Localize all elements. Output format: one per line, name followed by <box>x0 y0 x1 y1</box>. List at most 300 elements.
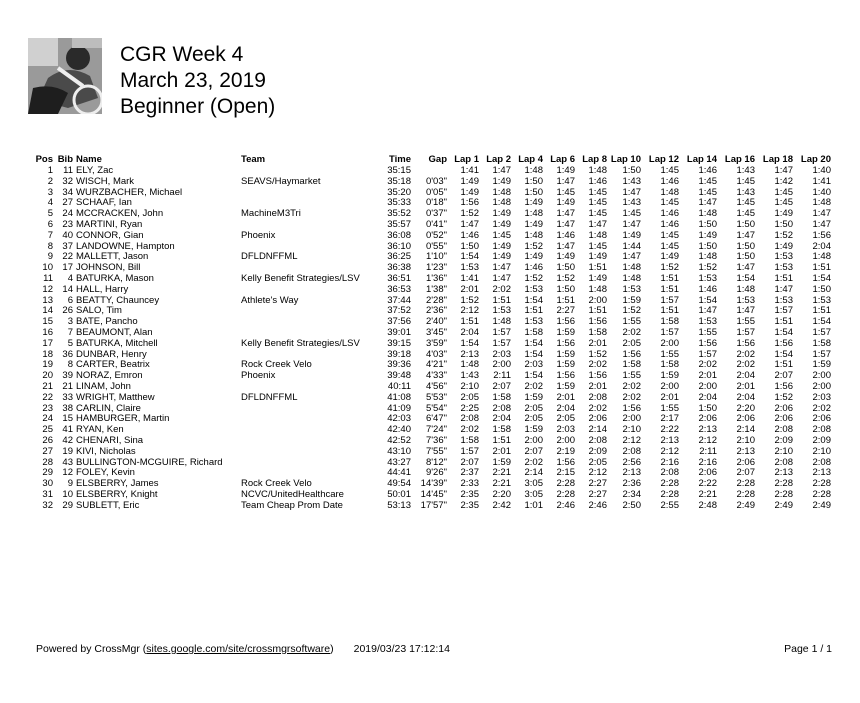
cell-lap-1: 1:43 <box>460 370 479 382</box>
cell-team <box>241 317 376 328</box>
cell-lap-20: 1:47 <box>812 218 831 230</box>
cell-name: CARTER, Beatrix <box>76 359 150 371</box>
cell-lap-16: 2:28 <box>736 488 755 500</box>
cell-lap-8: 1:46 <box>588 175 607 187</box>
cell-bib: 41 <box>62 424 73 436</box>
cell-lap-18: 1:47 <box>774 165 793 176</box>
cell-lap-8: 1:45 <box>588 186 607 198</box>
cell-lap-16: 1:54 <box>736 272 755 284</box>
column-header-gap: Gap <box>428 154 447 165</box>
cell-name: ELY, Zac <box>76 165 114 176</box>
cell-gap: 4'03" <box>425 348 447 360</box>
cell-gap: 0'37" <box>425 208 447 220</box>
cell-lap-4: 1:49 <box>524 197 543 209</box>
cell-pos: 17 <box>42 337 53 349</box>
page-number: Page 1 / 1 <box>784 643 832 655</box>
cell-lap-4: 2:05 <box>524 413 543 425</box>
cell-lap-2: 2:01 <box>492 445 511 457</box>
cell-lap-10: 1:55 <box>622 316 641 328</box>
cell-time: 40:11 <box>387 380 411 392</box>
cell-lap-16: 1:43 <box>736 165 755 176</box>
cell-lap-18: 2:07 <box>774 370 793 382</box>
cell-lap-10: 1:47 <box>622 186 641 198</box>
cell-lap-4: 1:54 <box>524 337 543 349</box>
cell-lap-10: 2:00 <box>622 413 641 425</box>
cell-team: Rock Creek Velo <box>241 478 312 490</box>
cell-pos: 25 <box>42 424 53 436</box>
cell-time: 42:03 <box>387 413 411 425</box>
cell-lap-18: 1:53 <box>774 262 793 274</box>
cell-lap-20: 1:51 <box>812 305 831 317</box>
cell-lap-6: 2:28 <box>556 488 575 500</box>
cell-lap-16: 1:43 <box>736 186 755 198</box>
cell-lap-14: 1:48 <box>698 208 717 220</box>
cell-lap-16: 2:06 <box>736 413 755 425</box>
column-header-lap-8: Lap 8 <box>582 154 607 165</box>
column-header-pos: Pos <box>35 154 53 165</box>
cell-lap-10: 1:48 <box>622 262 641 274</box>
cell-bib: 15 <box>62 413 73 425</box>
race-title: CGR Week 4 <box>120 43 244 66</box>
cell-lap-16: 2:49 <box>736 499 755 511</box>
cell-lap-16: 2:04 <box>736 370 755 382</box>
cell-lap-12: 2:55 <box>660 499 679 511</box>
crossmgr-link[interactable]: sites.google.com/site/crossmgrsoftware <box>146 643 331 655</box>
column-header-lap-20: Lap 20 <box>800 154 831 165</box>
cell-lap-16: 1:45 <box>736 208 755 220</box>
cell-lap-16: 1:50 <box>736 240 755 252</box>
cell-lap-4: 1:48 <box>524 229 543 241</box>
cell-time: 44:41 <box>387 467 411 479</box>
cell-name: SCHAAF, Ian <box>76 197 132 209</box>
cell-lap-20: 1:51 <box>812 262 831 274</box>
cell-lap-18: 1:45 <box>774 186 793 198</box>
cell-lap-20: 2:00 <box>812 380 831 392</box>
cell-lap-20: 2:10 <box>812 445 831 457</box>
cell-lap-4: 2:03 <box>524 359 543 371</box>
cell-name: BEAUMONT, Alan <box>76 326 153 338</box>
cell-lap-10: 1:56 <box>622 402 641 414</box>
cell-lap-4: 1:48 <box>524 165 543 176</box>
cell-lap-20: 2:03 <box>812 391 831 403</box>
cell-gap: 4'33" <box>425 370 447 382</box>
cell-bib: 27 <box>62 197 73 209</box>
cell-lap-8: 1:45 <box>588 240 607 252</box>
cell-pos: 19 <box>42 359 53 371</box>
cell-lap-8: 2:09 <box>588 445 607 457</box>
cell-gap: 0'18" <box>425 197 447 209</box>
cell-lap-12: 2:08 <box>660 467 679 479</box>
cell-lap-16: 1:53 <box>736 294 755 306</box>
cell-lap-4: 3:05 <box>524 488 543 500</box>
cell-gap: 0'41" <box>425 218 447 230</box>
cell-lap-16: 1:57 <box>736 326 755 338</box>
cell-lap-4: 1:52 <box>524 272 543 284</box>
cell-team: Kelly Benefit Strategies/LSV <box>241 272 360 284</box>
cell-time: 43:10 <box>387 445 411 457</box>
cell-lap-2: 1:48 <box>492 316 511 328</box>
cell-lap-6: 1:52 <box>556 272 575 284</box>
cell-gap: 0'52" <box>425 229 447 241</box>
cell-lap-8: 2:27 <box>588 488 607 500</box>
cell-lap-8: 2:02 <box>588 359 607 371</box>
cell-lap-10: 1:49 <box>622 229 641 241</box>
cell-lap-2: 1:48 <box>492 197 511 209</box>
cell-lap-1: 1:57 <box>460 445 479 457</box>
cell-lap-12: 1:45 <box>660 229 679 241</box>
cell-lap-1: 1:52 <box>460 294 479 306</box>
cell-team: MachineM3Tri <box>241 208 301 220</box>
cell-lap-16: 2:07 <box>736 467 755 479</box>
page-footer <box>36 643 832 655</box>
cell-bib: 22 <box>62 251 73 263</box>
cell-lap-18: 2:06 <box>774 402 793 414</box>
cell-time: 35:15 <box>387 165 411 176</box>
column-header-team: Team <box>241 154 266 165</box>
cell-time: 37:56 <box>387 316 411 328</box>
cell-gap: 9'26" <box>425 467 447 479</box>
cell-lap-12: 1:51 <box>660 272 679 284</box>
cell-lap-8: 2:01 <box>588 380 607 392</box>
title-block <box>120 42 275 120</box>
cell-time: 36:53 <box>387 283 411 295</box>
cell-lap-16: 1:45 <box>736 175 755 187</box>
cell-bib: 38 <box>62 402 73 414</box>
cell-lap-12: 1:51 <box>660 283 679 295</box>
cell-lap-12: 2:17 <box>660 413 679 425</box>
cell-gap: 14'39" <box>420 478 447 490</box>
cell-lap-12: 1:45 <box>660 240 679 252</box>
cell-lap-2: 1:49 <box>492 251 511 263</box>
cell-lap-8: 1:45 <box>588 208 607 220</box>
cell-team <box>241 436 376 447</box>
cell-lap-14: 1:49 <box>698 229 717 241</box>
cell-lap-1: 1:53 <box>460 262 479 274</box>
cell-lap-6: 1:49 <box>556 251 575 263</box>
cell-lap-2: 2:03 <box>492 348 511 360</box>
cell-lap-18: 1:53 <box>774 294 793 306</box>
cell-lap-4: 1:46 <box>524 262 543 274</box>
cell-lap-1: 2:01 <box>460 283 479 295</box>
cell-lap-12: 2:00 <box>660 380 679 392</box>
cell-lap-12: 2:16 <box>660 456 679 468</box>
cell-pos: 29 <box>42 467 53 479</box>
cell-time: 41:08 <box>387 391 411 403</box>
cell-lap-4: 1:53 <box>524 283 543 295</box>
cell-lap-16: 1:47 <box>736 229 755 241</box>
cell-bib: 26 <box>62 305 73 317</box>
cell-pos: 11 <box>43 272 53 284</box>
cell-bib: 32 <box>62 175 73 187</box>
cell-bib: 29 <box>62 499 73 511</box>
cell-lap-18: 1:51 <box>774 359 793 371</box>
results-body <box>31 166 831 512</box>
cell-lap-10: 2:13 <box>622 467 641 479</box>
cell-lap-6: 1:49 <box>556 165 575 176</box>
cell-gap: 0'55" <box>425 240 447 252</box>
cell-name: RYAN, Ken <box>76 424 124 436</box>
cell-lap-6: 1:59 <box>556 326 575 338</box>
table-row <box>31 231 831 242</box>
cell-lap-18: 2:08 <box>774 424 793 436</box>
cell-lap-14: 1:47 <box>698 305 717 317</box>
cell-lap-16: 2:10 <box>736 434 755 446</box>
cell-lap-8: 1:48 <box>588 283 607 295</box>
cell-name: SUBLETT, Eric <box>76 499 140 511</box>
cell-bib: 7 <box>67 326 73 338</box>
cell-bib: 37 <box>62 240 73 252</box>
cell-team <box>241 458 376 469</box>
cell-lap-2: 2:21 <box>492 478 511 490</box>
cell-lap-1: 2:25 <box>460 402 479 414</box>
cell-gap: 1'10" <box>425 251 447 263</box>
cell-lap-8: 1:51 <box>588 305 607 317</box>
cell-lap-14: 1:57 <box>698 348 717 360</box>
cell-lap-8: 1:47 <box>588 218 607 230</box>
cell-lap-10: 1:59 <box>622 294 641 306</box>
cell-lap-1: 1:49 <box>460 186 479 198</box>
cell-pos: 18 <box>42 348 53 360</box>
cell-team: SEAVS/Haymarket <box>241 175 321 187</box>
table-row <box>31 393 831 404</box>
cell-lap-16: 1:56 <box>736 337 755 349</box>
cell-lap-4: 1:51 <box>524 305 543 317</box>
cell-lap-18: 1:47 <box>774 283 793 295</box>
cell-lap-1: 2:35 <box>460 499 479 511</box>
cell-lap-18: 1:57 <box>774 305 793 317</box>
cell-name: ELSBERRY, James <box>76 478 159 490</box>
cell-lap-6: 1:59 <box>556 380 575 392</box>
cell-pos: 24 <box>42 413 53 425</box>
cell-lap-2: 2:11 <box>493 370 511 382</box>
cell-gap: 17'57" <box>420 499 447 511</box>
cell-lap-20: 1:59 <box>812 359 831 371</box>
cell-lap-6: 2:01 <box>556 391 575 403</box>
cell-lap-10: 1:44 <box>622 240 641 252</box>
cell-lap-6: 2:19 <box>556 445 575 457</box>
cell-name: MARTINI, Ryan <box>76 218 143 230</box>
cell-lap-6: 2:05 <box>556 413 575 425</box>
cell-name: FOLEY, Kevin <box>76 467 135 479</box>
cell-gap: 5'54" <box>425 402 447 414</box>
cell-lap-12: 2:01 <box>660 391 679 403</box>
cell-lap-1: 2:07 <box>460 456 479 468</box>
cell-time: 49:54 <box>387 478 411 490</box>
cell-gap: 7'55" <box>425 445 447 457</box>
cell-lap-14: 2:00 <box>698 380 717 392</box>
cell-lap-6: 2:28 <box>556 478 575 490</box>
cell-lap-2: 1:47 <box>492 262 511 274</box>
cell-lap-8: 1:48 <box>588 229 607 241</box>
cell-lap-8: 1:52 <box>588 348 607 360</box>
cell-lap-12: 1:46 <box>660 218 679 230</box>
cell-lap-20: 1:57 <box>812 326 831 338</box>
cell-bib: 14 <box>62 283 73 295</box>
cell-lap-20: 1:40 <box>812 165 831 176</box>
table-row <box>31 501 831 512</box>
cell-lap-18: 1:52 <box>774 391 793 403</box>
cell-lap-18: 2:28 <box>774 478 793 490</box>
cell-lap-4: 1:52 <box>524 240 543 252</box>
cell-lap-2: 2:04 <box>492 413 511 425</box>
powered-by-prefix: Powered by CrossMgr ( <box>36 643 147 655</box>
column-header-time: Time <box>388 154 411 165</box>
cell-pos: 5 <box>47 208 53 220</box>
cell-team <box>241 447 376 458</box>
cell-lap-2: 1:51 <box>492 294 511 306</box>
cell-name: SALO, Tim <box>76 305 122 317</box>
cell-bib: 43 <box>62 456 73 468</box>
cell-name: WISCH, Mark <box>76 175 135 187</box>
cell-lap-4: 1:49 <box>524 218 543 230</box>
cell-team <box>241 306 376 317</box>
cell-lap-14: 1:46 <box>698 165 717 176</box>
cell-lap-20: 1:57 <box>812 348 831 360</box>
cell-lap-20: 1:54 <box>812 316 831 328</box>
cell-time: 37:52 <box>387 305 411 317</box>
cell-time: 35:52 <box>387 208 411 220</box>
cell-gap: 7'24" <box>425 424 447 436</box>
cell-lap-14: 1:45 <box>698 175 717 187</box>
cell-name: LINAM, John <box>76 380 131 392</box>
cell-bib: 19 <box>62 445 73 457</box>
cell-lap-10: 2:02 <box>622 326 641 338</box>
cell-lap-16: 1:50 <box>736 251 755 263</box>
cell-lap-4: 1:50 <box>524 186 543 198</box>
cell-lap-20: 1:48 <box>812 197 831 209</box>
cell-lap-16: 1:55 <box>736 316 755 328</box>
column-header-lap-6: Lap 6 <box>550 154 575 165</box>
cell-lap-2: 1:51 <box>492 434 511 446</box>
cell-lap-20: 1:40 <box>812 186 831 198</box>
cell-lap-1: 1:48 <box>460 359 479 371</box>
cell-lap-10: 1:43 <box>622 175 641 187</box>
cell-pos: 6 <box>47 218 53 230</box>
cell-lap-6: 1:56 <box>556 316 575 328</box>
cell-name: WRIGHT, Matthew <box>76 391 155 403</box>
cell-lap-20: 1:41 <box>812 175 831 187</box>
column-header-name: Name <box>76 154 102 165</box>
cell-pos: 13 <box>42 294 53 306</box>
cell-lap-8: 2:08 <box>588 434 607 446</box>
column-header-lap-12: Lap 12 <box>648 154 679 165</box>
cell-lap-4: 1:01 <box>524 499 543 511</box>
cell-lap-18: 1:52 <box>774 229 793 241</box>
cell-time: 36:38 <box>387 262 411 274</box>
cell-lap-1: 2:02 <box>460 424 479 436</box>
cell-lap-6: 2:04 <box>556 402 575 414</box>
cell-lap-12: 1:46 <box>660 175 679 187</box>
cell-lap-18: 2:10 <box>774 445 793 457</box>
cell-lap-20: 1:53 <box>812 294 831 306</box>
cell-lap-6: 1:56 <box>556 337 575 349</box>
cell-lap-18: 1:45 <box>774 197 793 209</box>
cell-team: Rock Creek Velo <box>241 359 312 371</box>
cell-team <box>241 404 376 415</box>
cell-lap-6: 1:45 <box>556 186 575 198</box>
cell-lap-18: 1:51 <box>774 316 793 328</box>
cell-bib: 10 <box>62 488 73 500</box>
cell-lap-14: 1:56 <box>698 337 717 349</box>
cell-bib: 23 <box>62 218 73 230</box>
cell-lap-10: 1:56 <box>622 348 641 360</box>
cell-lap-20: 2:04 <box>812 240 831 252</box>
cell-team: Athlete's Way <box>241 294 299 306</box>
cell-lap-10: 2:10 <box>622 424 641 436</box>
cell-lap-6: 1:47 <box>556 208 575 220</box>
cell-time: 39:18 <box>387 348 411 360</box>
cell-pos: 30 <box>42 478 53 490</box>
cell-lap-2: 1:58 <box>492 391 511 403</box>
cell-name: CONNOR, Gian <box>76 229 144 241</box>
cell-time: 41:09 <box>387 402 411 414</box>
cell-lap-8: 1:49 <box>588 272 607 284</box>
cell-lap-1: 2:37 <box>460 467 479 479</box>
cell-lap-16: 2:02 <box>736 348 755 360</box>
cell-lap-18: 2:49 <box>774 499 793 511</box>
cell-team <box>241 425 376 436</box>
cell-lap-20: 1:58 <box>812 337 831 349</box>
cell-lap-2: 1:47 <box>492 165 511 176</box>
cell-bib: 40 <box>62 229 73 241</box>
cell-lap-18: 1:56 <box>774 380 793 392</box>
cell-lap-2: 2:20 <box>492 488 511 500</box>
cell-bib: 5 <box>67 337 73 349</box>
cell-lap-1: 1:46 <box>460 229 479 241</box>
cell-lap-14: 1:53 <box>698 272 717 284</box>
cell-lap-2: 1:45 <box>492 229 511 241</box>
cell-lap-14: 1:47 <box>698 197 717 209</box>
cell-name: BEATTY, Chauncey <box>76 294 160 306</box>
cyclist-logo-icon <box>28 38 102 114</box>
cell-time: 43:27 <box>387 456 411 468</box>
cell-lap-12: 1:48 <box>660 186 679 198</box>
table-row <box>31 447 831 458</box>
cell-lap-4: 2:02 <box>524 380 543 392</box>
cell-name: MCCRACKEN, John <box>76 208 164 220</box>
cell-bib: 34 <box>62 186 73 198</box>
cell-lap-10: 1:55 <box>622 370 641 382</box>
cell-lap-2: 1:57 <box>492 337 511 349</box>
cell-bib: 11 <box>63 165 73 176</box>
cell-bib: 6 <box>67 294 73 306</box>
cell-lap-4: 1:53 <box>524 316 543 328</box>
cell-lap-20: 2:13 <box>812 467 831 479</box>
cell-gap: 0'03" <box>425 175 447 187</box>
cell-gap: 2'40" <box>425 316 447 328</box>
cell-name: BATE, Pancho <box>76 316 138 328</box>
cell-name: DUNBAR, Henry <box>76 348 147 360</box>
cell-lap-2: 1:47 <box>492 272 511 284</box>
cell-lap-6: 1:59 <box>556 359 575 371</box>
results-table <box>31 154 831 512</box>
cell-lap-20: 1:48 <box>812 251 831 263</box>
cell-name: HALL, Harry <box>76 283 129 295</box>
cell-lap-4: 1:59 <box>524 391 543 403</box>
race-date: March 23, 2019 <box>120 69 266 92</box>
cell-lap-8: 2:05 <box>588 456 607 468</box>
cell-lap-1: 1:51 <box>460 316 479 328</box>
cell-lap-20: 2:28 <box>812 478 831 490</box>
cell-bib: 3 <box>67 316 73 328</box>
cell-gap: 4'56" <box>425 380 447 392</box>
cell-gap: 1'36" <box>425 272 447 284</box>
cell-lap-6: 2:00 <box>556 434 575 446</box>
cell-lap-14: 2:04 <box>698 391 717 403</box>
cell-lap-1: 1:50 <box>460 240 479 252</box>
cell-lap-12: 1:58 <box>660 359 679 371</box>
cell-lap-20: 2:28 <box>812 488 831 500</box>
